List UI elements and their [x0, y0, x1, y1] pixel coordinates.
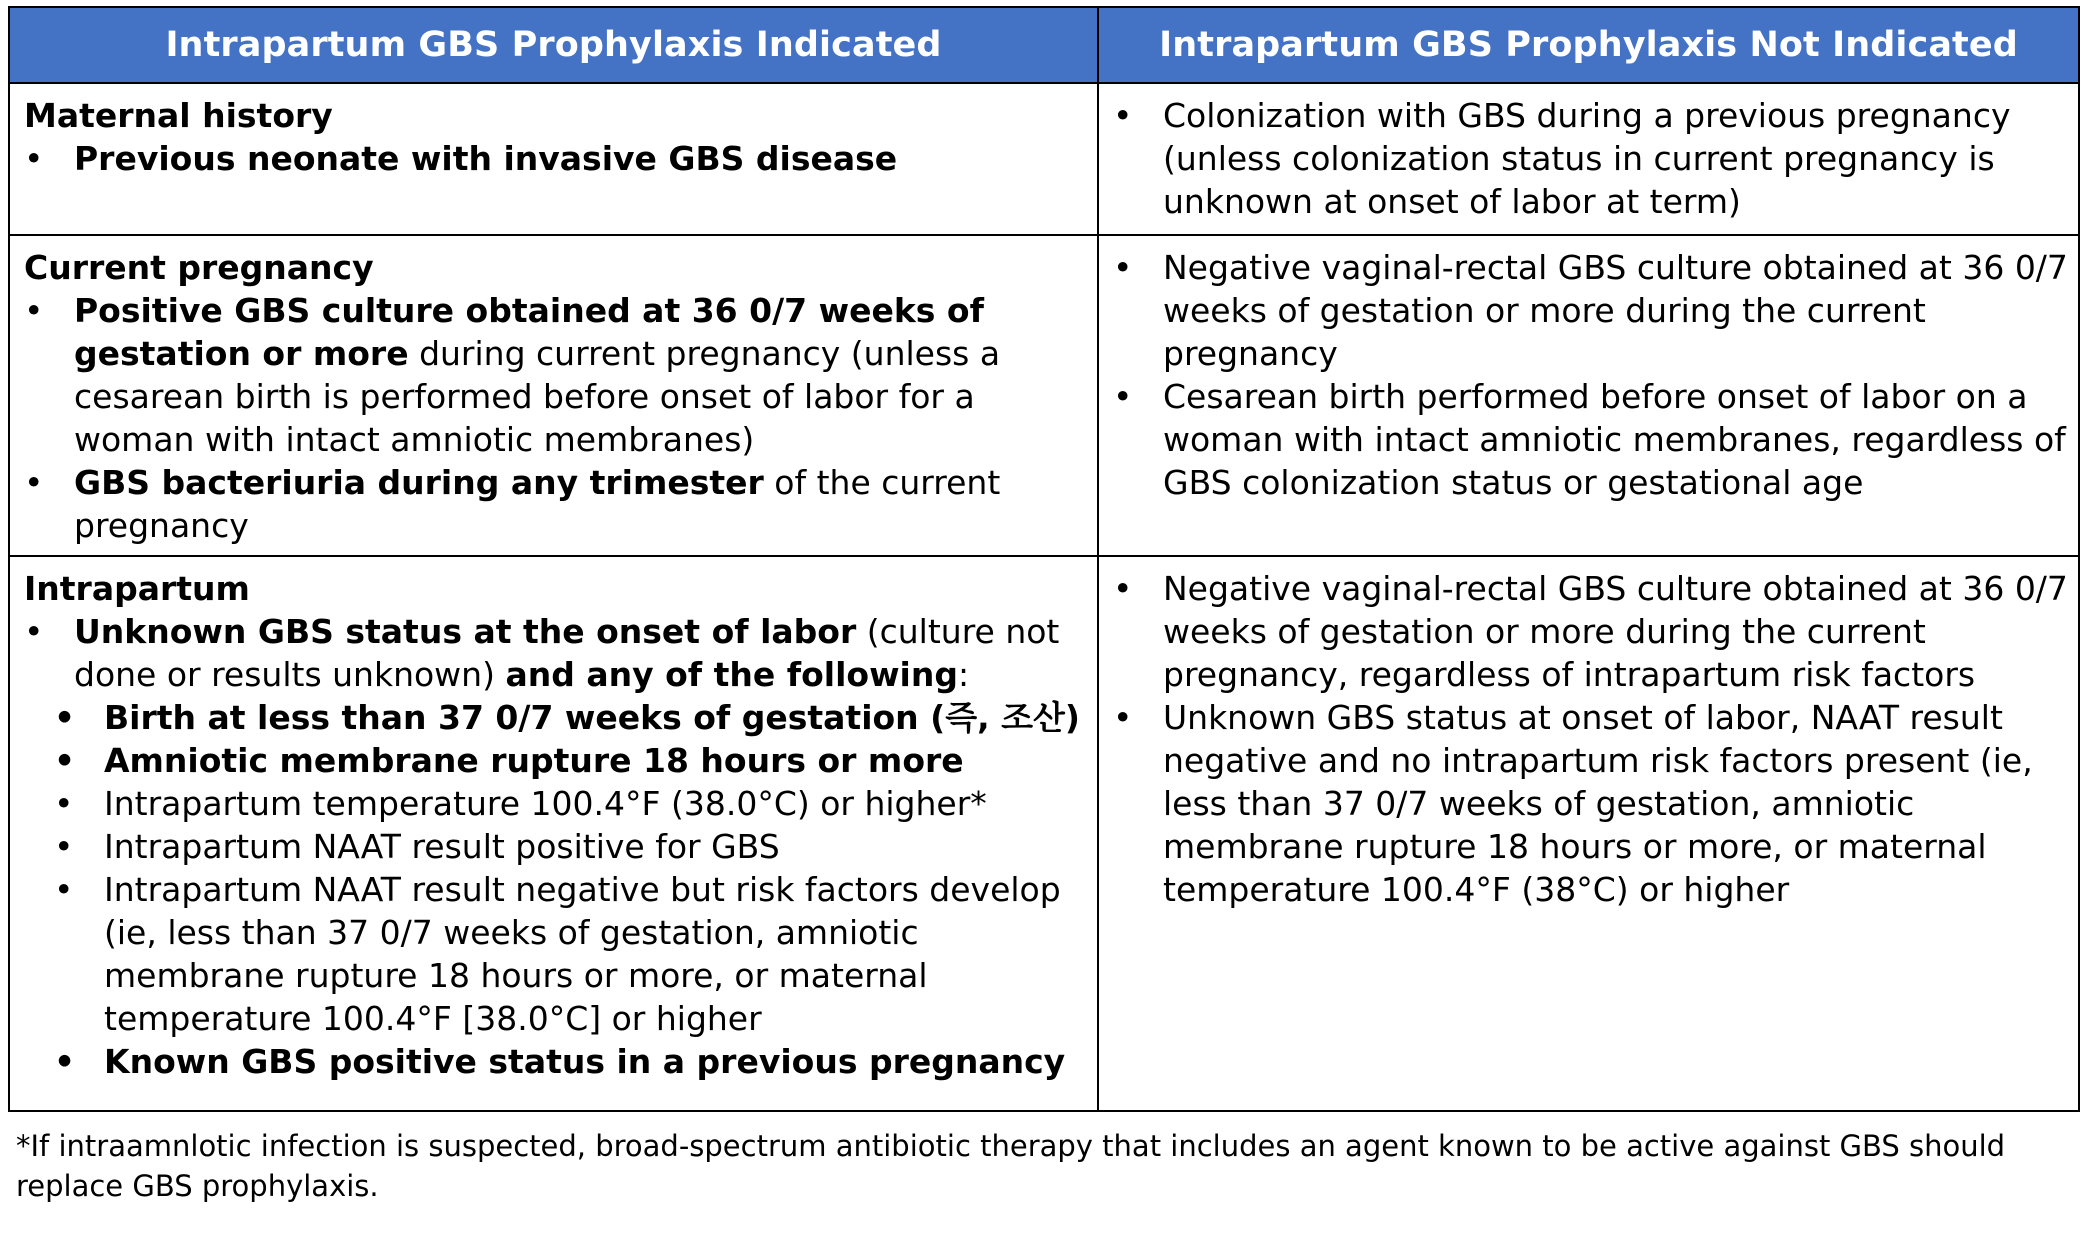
cell-current-pregnancy-not-indicated: [1098, 235, 2079, 556]
not-indicated-list: [1113, 567, 2068, 911]
indicated-list: [24, 610, 1087, 696]
not-indicated-list: [1113, 246, 2068, 504]
cell-current-pregnancy-indicated: [9, 235, 1098, 556]
cell-intrapartum-indicated: [9, 556, 1098, 1111]
sub-list-item: • Amniotic membrane rupture 18 hours or more: [24, 739, 1087, 782]
section-title-intrapartum: Intrapartum: [24, 569, 250, 608]
risk-factor-sublist: [24, 696, 1087, 1083]
sub-list-item: • Intrapartum NAAT result negative but risk factors develop (ie, less than 37 0/7 weeks of gestation, amniotic membrane rupture 18 hours or more, or maternal temperature 100.4°F [38.0°C] or higher: [24, 868, 1087, 1040]
section-title-current-pregnancy: Current pregnancy: [24, 248, 374, 287]
sub-list-item: • Birth at less than 37 0/7 weeks of gestation (즉, 조산): [24, 696, 1087, 739]
header-indicated: Intrapartum GBS Prophylaxis Indicated: [9, 7, 1098, 83]
cell-maternal-history-not-indicated: [1098, 83, 2079, 235]
indicated-list: [24, 289, 1087, 547]
document-content: [8, 6, 2078, 1235]
header-row: [9, 7, 2079, 83]
header-not-indicated: Intrapartum GBS Prophylaxis Not Indicated: [1098, 7, 2079, 83]
not-indicated-list: [1113, 94, 2068, 223]
sub-list-item: • Intrapartum temperature 100.4°F (38.0°C) or higher*: [24, 782, 1087, 825]
gbs-prophylaxis-table: [8, 6, 2080, 1112]
list-item: • GBS bacteriuria during any trimester of the current pregnancy: [24, 461, 1087, 547]
indicated-list: [24, 137, 1087, 180]
cell-intrapartum-not-indicated: [1098, 556, 2079, 1111]
footnote: *If intraamnlotic infection is suspected, broad-spectrum antibiotic therapy that includes an agent known to be active against GBS should replace GBS prophylaxis.: [16, 1129, 2006, 1203]
list-item: • Positive GBS culture obtained at 36 0/7 weeks of gestation or more during current pregnancy (unless a cesarean birth is performed before onset of labor for a woman with intact amniotic membranes): [24, 289, 1087, 461]
list-item: • Negative vaginal-rectal GBS culture obtained at 36 0/7 weeks of gestation or more during the current pregnancy, regardless of intrapartum risk factors: [1113, 567, 2068, 696]
list-item: • Negative vaginal-rectal GBS culture obtained at 36 0/7 weeks of gestation or more during the current pregnancy: [1113, 246, 2068, 375]
sub-list-item: • Intrapartum NAAT result positive for GBS: [24, 825, 1087, 868]
list-item: • Cesarean birth performed before onset of labor on a woman with intact amniotic membranes, regardless of GBS colonization status or gestational age: [1113, 375, 2068, 504]
list-item: • Previous neonate with invasive GBS disease: [24, 137, 1087, 180]
cell-maternal-history-indicated: [9, 83, 1098, 235]
sub-list-item: • Known GBS positive status in a previous pregnancy: [24, 1040, 1087, 1083]
row-maternal-history: [9, 83, 2079, 235]
list-item: • Unknown GBS status at onset of labor, NAAT result negative and no intrapartum risk factors present (ie, less than 37 0/7 weeks of gestation, amniotic membrane rupture 18 hours or more, or maternal temperature 100.4°F (38°C) or higher: [1113, 696, 2068, 911]
row-current-pregnancy: [9, 235, 2079, 556]
list-item: • Unknown GBS status at the onset of labor (culture not done or results unknown) and any of the following:: [24, 610, 1087, 696]
section-title-maternal-history: Maternal history: [24, 96, 333, 135]
list-item: • Colonization with GBS during a previous pregnancy (unless colonization status in current pregnancy is unknown at onset of labor at term): [1113, 94, 2068, 223]
row-intrapartum: [9, 556, 2079, 1111]
